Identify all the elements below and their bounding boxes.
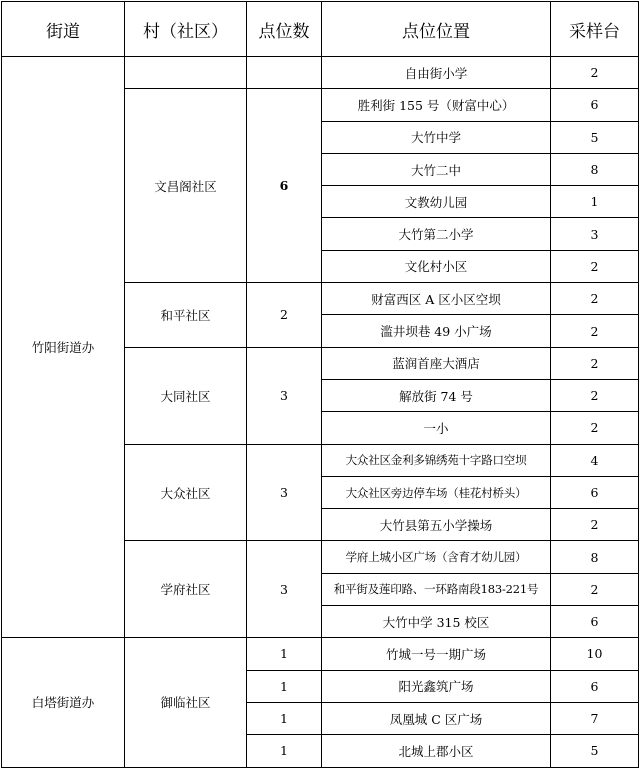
stations-cell: 10	[551, 638, 639, 670]
location-cell: 大众社区金利多锦绣苑十字路口空坝	[322, 444, 551, 476]
stations-cell: 2	[551, 379, 639, 411]
village-cell	[125, 57, 247, 89]
points-cell	[247, 57, 322, 89]
stations-cell: 8	[551, 541, 639, 573]
stations-cell: 2	[551, 250, 639, 282]
location-cell: 自由街小学	[322, 57, 551, 89]
location-cell: 大竹第二小学	[322, 218, 551, 250]
location-cell: 学府上城小区广场（含育才幼儿园）	[322, 541, 551, 573]
location-cell: 竹城一号一期广场	[322, 638, 551, 670]
stations-cell: 6	[551, 89, 639, 121]
stations-cell: 5	[551, 735, 639, 767]
header-row	[2, 2, 639, 57]
stations-cell: 6	[551, 670, 639, 702]
location-cell: 一小	[322, 412, 551, 444]
location-cell: 大竹二中	[322, 153, 551, 185]
stations-cell: 6	[551, 606, 639, 638]
village-cell: 大同社区	[125, 347, 247, 444]
points-cell: 6	[247, 89, 322, 283]
village-cell: 文昌阁社区	[125, 89, 247, 283]
points-cell: 3	[247, 541, 322, 638]
location-cell: 胜利街 155 号（财富中心）	[322, 89, 551, 121]
street-cell: 竹阳街道办	[2, 57, 125, 638]
stations-cell: 2	[551, 509, 639, 541]
location-cell: 大竹中学	[322, 121, 551, 153]
location-cell: 蓝润首座大酒店	[322, 347, 551, 379]
location-cell: 文化村小区	[322, 250, 551, 282]
stations-cell: 6	[551, 476, 639, 508]
stations-cell: 8	[551, 153, 639, 185]
location-cell: 解放街 74 号	[322, 379, 551, 411]
stations-cell: 2	[551, 283, 639, 315]
header-street: 街道	[2, 2, 125, 57]
header-point-count: 点位数	[247, 2, 322, 57]
table-row	[2, 638, 639, 670]
points-cell: 3	[247, 444, 322, 541]
location-cell: 大竹县第五小学操场	[322, 509, 551, 541]
village-cell: 学府社区	[125, 541, 247, 638]
table-row	[2, 57, 639, 89]
sampling-sites-table	[1, 1, 639, 768]
stations-cell: 4	[551, 444, 639, 476]
points-cell: 1	[247, 638, 322, 670]
village-cell: 大众社区	[125, 444, 247, 541]
header-point-location: 点位位置	[322, 2, 551, 57]
stations-cell: 5	[551, 121, 639, 153]
stations-cell: 1	[551, 186, 639, 218]
stations-cell: 2	[551, 412, 639, 444]
location-cell: 大竹中学 315 校区	[322, 606, 551, 638]
points-cell: 3	[247, 347, 322, 444]
stations-cell: 2	[551, 315, 639, 347]
location-cell: 和平街及莲印路、一环路南段183-221号	[322, 573, 551, 605]
stations-cell: 7	[551, 702, 639, 734]
header-sampling-stations: 采样台	[551, 2, 639, 57]
header-village: 村（社区）	[125, 2, 247, 57]
street-cell: 白塔街道办	[2, 638, 125, 767]
stations-cell: 2	[551, 573, 639, 605]
village-cell: 御临社区	[125, 638, 247, 767]
stations-cell: 2	[551, 57, 639, 89]
location-cell: 北城上郡小区	[322, 735, 551, 767]
location-cell: 财富西区 A 区小区空坝	[322, 283, 551, 315]
location-cell: 大众社区旁边停车场（桂花村桥头）	[322, 476, 551, 508]
location-cell: 文教幼儿园	[322, 186, 551, 218]
points-cell: 1	[247, 735, 322, 767]
village-cell: 和平社区	[125, 283, 247, 348]
points-cell: 2	[247, 283, 322, 348]
stations-cell: 3	[551, 218, 639, 250]
stations-cell: 2	[551, 347, 639, 379]
points-cell: 1	[247, 670, 322, 702]
location-cell: 滥井坝巷 49 小广场	[322, 315, 551, 347]
location-cell: 凤凰城 C 区广场	[322, 702, 551, 734]
location-cell: 阳光鑫筑广场	[322, 670, 551, 702]
points-cell: 1	[247, 702, 322, 734]
